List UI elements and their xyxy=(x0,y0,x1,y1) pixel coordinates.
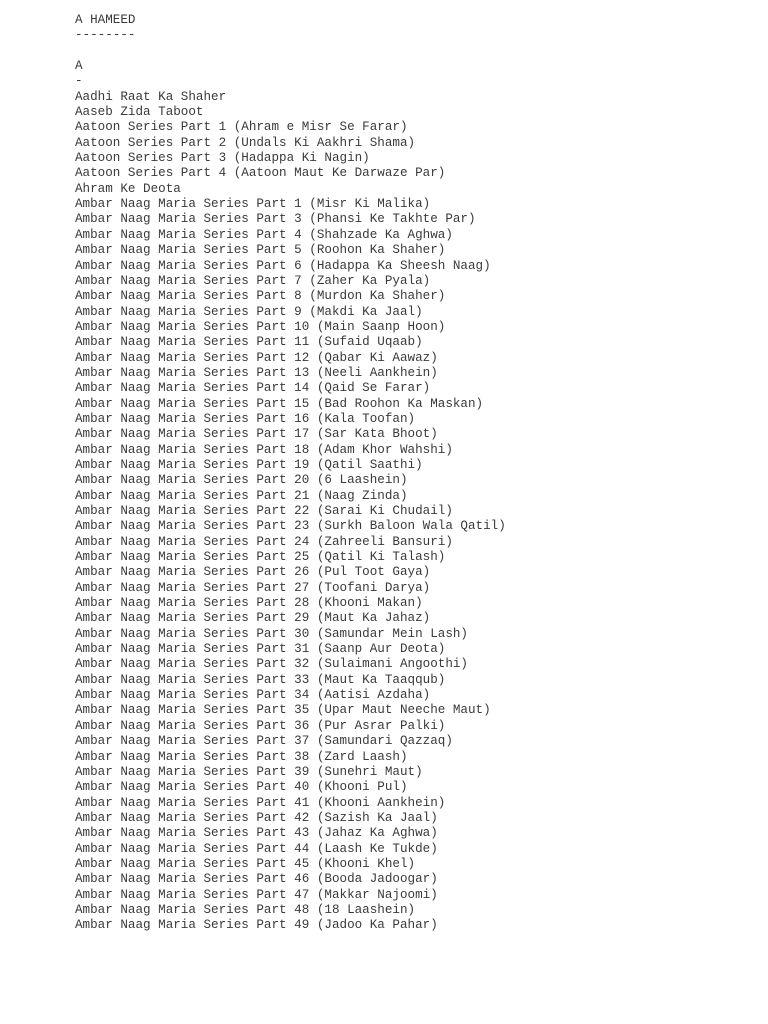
list-item: Ambar Naag Maria Series Part 27 (Toofani Darya) xyxy=(75,580,431,595)
list-item: Ambar Naag Maria Series Part 1 (Misr Ki Malika) xyxy=(75,197,431,212)
list-item: Ambar Naag Maria Series Part 29 (Maut Ka Jahaz) xyxy=(75,611,431,626)
list-item: Ambar Naag Maria Series Part 9 (Makdi Ka Jaal) xyxy=(75,304,423,319)
list-item: Ambar Naag Maria Series Part 19 (Qatil Saathi) xyxy=(75,457,423,472)
list-item: Ambar Naag Maria Series Part 15 (Bad Roohon Ka Maskan) xyxy=(75,396,484,411)
list-item: Ambar Naag Maria Series Part 45 (Khooni Khel) xyxy=(75,856,416,871)
list-item: Ambar Naag Maria Series Part 22 (Sarai Ki Chudail) xyxy=(75,504,453,518)
list-item: Ambar Naag Maria Series Part 11 (Sufaid Uqaab) xyxy=(75,335,423,350)
list-item: Ambar Naag Maria Series Part 34 (Aatisi Azdaha) xyxy=(75,688,431,703)
list-item: Aatoon Series Part 2 (Undals Ki Aakhri Shama) xyxy=(75,135,416,150)
list-item: Ambar Naag Maria Series Part 7 (Zaher Ka Pyala) xyxy=(75,273,431,288)
author-heading: A HAMEED xyxy=(75,13,136,27)
list-item: Aatoon Series Part 4 (Aatoon Maut Ke Darwaze Par) xyxy=(75,166,446,181)
list-item: Ambar Naag Maria Series Part 44 (Laash Ke Tukde) xyxy=(75,841,438,856)
list-item: Ambar Naag Maria Series Part 8 (Murdon Ka Shaher) xyxy=(75,289,446,304)
list-item: Ambar Naag Maria Series Part 28 (Khooni Makan) xyxy=(75,596,423,611)
list-item: Aatoon Series Part 1 (Ahram e Misr Se Farar) xyxy=(75,120,408,135)
list-item: Ambar Naag Maria Series Part 6 (Hadappa Ka Sheesh Naag) xyxy=(75,258,491,273)
list-item: Ambar Naag Maria Series Part 47 (Makkar Najoomi) xyxy=(75,887,438,902)
list-item: Aaseb Zida Taboot xyxy=(75,105,204,120)
list-item: Aatoon Series Part 3 (Hadappa Ki Nagin) xyxy=(75,151,370,166)
section-underline: - xyxy=(75,74,83,89)
list-item: Ambar Naag Maria Series Part 3 (Phansi Ke Takhte Par) xyxy=(75,212,476,227)
list-item: Ambar Naag Maria Series Part 40 (Khooni Pul) xyxy=(75,780,408,795)
spacer xyxy=(75,44,755,59)
list-item: Ambar Naag Maria Series Part 14 (Qaid Se Farar) xyxy=(75,381,431,396)
list-item: Ambar Naag Maria Series Part 10 (Main Saanp Hoon) xyxy=(75,319,446,334)
list-item: Ambar Naag Maria Series Part 37 (Samundari Qazzaq) xyxy=(75,734,453,749)
list-item: Ambar Naag Maria Series Part 4 (Shahzade Ka Aghwa) xyxy=(75,227,453,242)
list-item: Ambar Naag Maria Series Part 13 (Neeli Aankhein) xyxy=(75,365,438,380)
list-item: Ambar Naag Maria Series Part 26 (Pul Toot Gaya) xyxy=(75,565,431,580)
list-item: Ambar Naag Maria Series Part 49 (Jadoo Ka Pahar) xyxy=(75,918,438,933)
list-item: Ambar Naag Maria Series Part 31 (Saanp Aur Deota) xyxy=(75,642,446,657)
list-item: Ambar Naag Maria Series Part 39 (Sunehri Maut) xyxy=(75,764,423,779)
list-item: Ambar Naag Maria Series Part 18 (Adam Khor Wahshi) xyxy=(75,442,453,457)
list-item: Ambar Naag Maria Series Part 20 (6 Laashein) xyxy=(75,473,408,488)
list-item: Ambar Naag Maria Series Part 24 (Zahreeli Bansuri) xyxy=(75,534,453,549)
list-item: Ambar Naag Maria Series Part 23 (Surkh Baloon Wala Qatil) xyxy=(75,519,506,534)
list-item: Ambar Naag Maria Series Part 5 (Roohon Ka Shaher) xyxy=(75,243,446,258)
list-item: Ambar Naag Maria Series Part 30 (Samundar Mein Lash) xyxy=(75,626,468,641)
list-item: Ambar Naag Maria Series Part 46 (Booda Jadoogar) xyxy=(75,872,438,887)
list-item: Ambar Naag Maria Series Part 16 (Kala Toofan) xyxy=(75,411,416,426)
list-item: Ambar Naag Maria Series Part 41 (Khooni Aankhein) xyxy=(75,795,446,810)
title-list xyxy=(75,90,755,934)
author-underline: -------- xyxy=(75,28,136,43)
list-item: Ambar Naag Maria Series Part 33 (Maut Ka Taaqqub) xyxy=(75,672,446,687)
section-letter: A xyxy=(75,59,83,74)
list-item: Aadhi Raat Ka Shaher xyxy=(75,89,227,104)
list-item: Ahram Ke Deota xyxy=(75,181,181,196)
list-item: Ambar Naag Maria Series Part 21 (Naag Zinda) xyxy=(75,488,408,503)
list-item: Ambar Naag Maria Series Part 32 (Sulaimani Angoothi) xyxy=(75,657,468,672)
list-item: Ambar Naag Maria Series Part 25 (Qatil Ki Talash) xyxy=(75,550,446,565)
document-page xyxy=(75,13,755,934)
list-item: Ambar Naag Maria Series Part 17 (Sar Kata Bhoot) xyxy=(75,427,438,442)
list-item: Ambar Naag Maria Series Part 12 (Qabar Ki Aawaz) xyxy=(75,350,438,365)
list-item: Ambar Naag Maria Series Part 36 (Pur Asrar Palki) xyxy=(75,718,446,733)
list-item: Ambar Naag Maria Series Part 48 (18 Laashein) xyxy=(75,902,416,917)
list-item: Ambar Naag Maria Series Part 38 (Zard Laash) xyxy=(75,749,408,764)
list-item: Ambar Naag Maria Series Part 35 (Upar Maut Neeche Maut) xyxy=(75,703,491,718)
list-item: Ambar Naag Maria Series Part 42 (Sazish Ka Jaal) xyxy=(75,810,438,825)
list-item: Ambar Naag Maria Series Part 43 (Jahaz Ka Aghwa) xyxy=(75,826,438,841)
